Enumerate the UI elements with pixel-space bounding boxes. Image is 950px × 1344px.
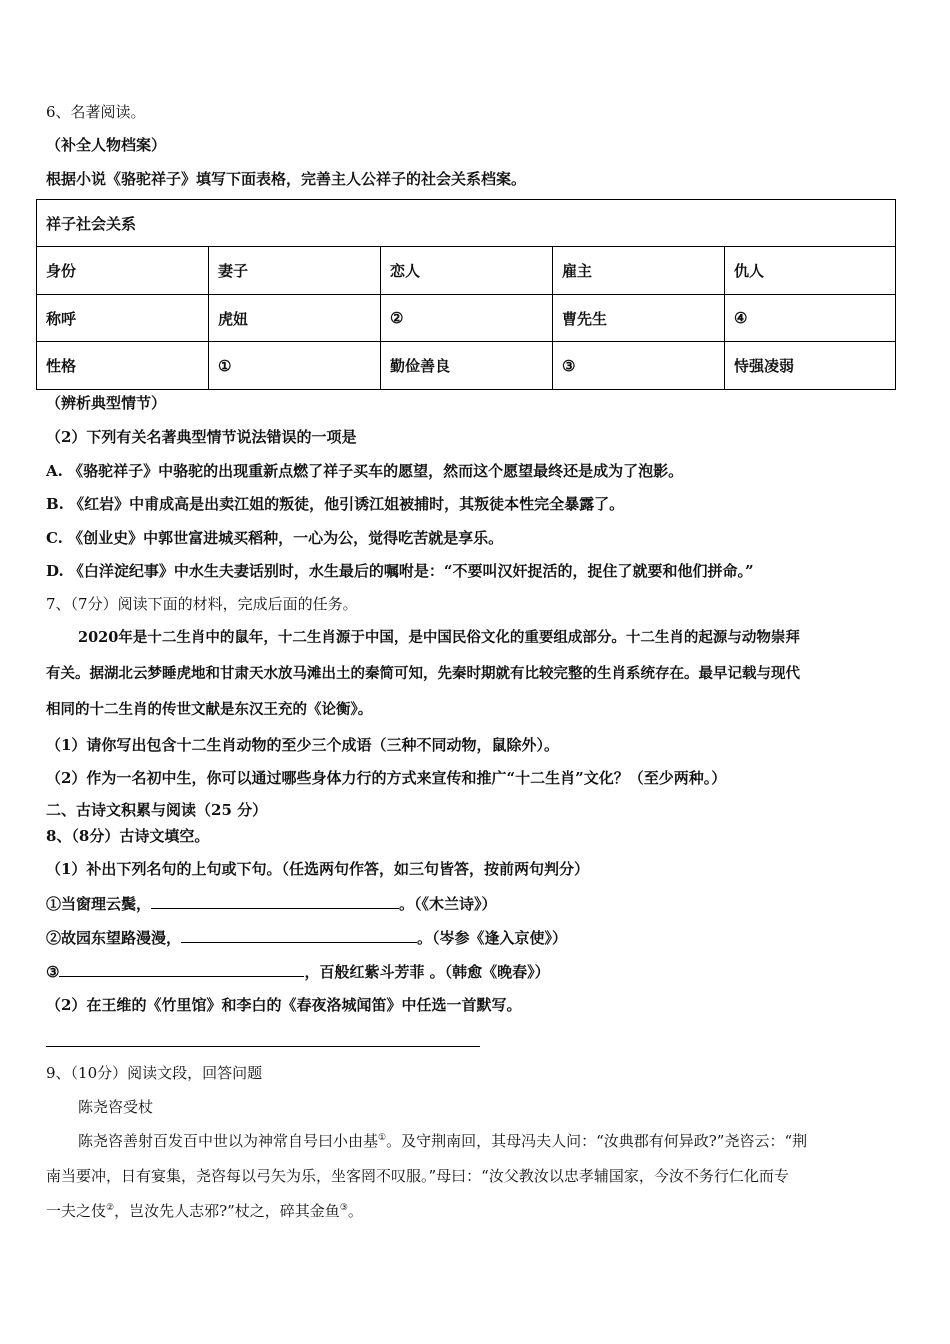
q7-paragraph-line-1: 2020年是十二生肖中的鼠年，十二生肖源于中国，是中国民俗文化的重要组成部分。十二生肖的起源与动物崇拜 bbox=[78, 629, 800, 646]
table-cell: ② bbox=[381, 295, 553, 342]
q7-task-1: （1）请你写出包含十二生肖动物的至少三个成语（三种不同动物，鼠除外）。 bbox=[46, 736, 559, 754]
answer-blank-1[interactable] bbox=[151, 893, 399, 909]
table-cell: 虎妞 bbox=[209, 295, 381, 342]
passage-text: 。及守荆南回，其母冯夫人问：“汝典郡有何异政?”尧咨云：“荆 bbox=[386, 1132, 808, 1150]
passage-text: 陈尧咨善射百发百中世以为神常自号曰小由基 bbox=[78, 1132, 379, 1150]
table-cell: 身份 bbox=[37, 247, 209, 295]
option-d: D. 《白洋淀纪事》中水生夫妻话别时，水生最后的嘱咐是：“不要叫汉奸捉活的，捉住了就要和他们拼命。” bbox=[46, 562, 754, 580]
passage-text: 一夫之伎 bbox=[46, 1202, 107, 1220]
poem-line-3-start: ③ bbox=[46, 963, 60, 981]
poem-line-1 bbox=[46, 893, 497, 914]
passage-line-2: 南当要冲，日有宴集，尧咨每以弓矢为乐，坐客罔不叹服。”母曰：“汝父教汝以忠孝辅国家，今汝不务行仁化而专 bbox=[46, 1167, 789, 1185]
passage-text: 。 bbox=[347, 1202, 363, 1220]
passage-heading: 陈尧咨受杖 bbox=[78, 1098, 154, 1116]
table-cell: 妻子 bbox=[209, 247, 381, 295]
q6-title: 6、名著阅读。 bbox=[46, 103, 146, 121]
table-cell: 性格 bbox=[37, 342, 209, 390]
q6-instruction: 根据小说《骆驼祥子》填写下面表格，完善主人公祥子的社会关系档案。 bbox=[46, 170, 527, 188]
poem-line-1-start: ①当窗理云鬓， bbox=[46, 895, 152, 913]
table-row bbox=[37, 247, 896, 295]
table-cell: 恋人 bbox=[381, 247, 553, 295]
poem-line-3 bbox=[46, 961, 550, 982]
poem-line-2-start: ②故园东望路漫漫， bbox=[46, 929, 182, 947]
table-cell: 雇主 bbox=[553, 247, 725, 295]
passage-line-1 bbox=[78, 1131, 807, 1151]
poem-line-1-end: 。（《木兰诗》） bbox=[399, 895, 497, 913]
q7-task-2: （2）作为一名初中生，你可以通过哪些身体力行的方式来宣传和推广“十二生肖”文化？（至少两种。） bbox=[46, 769, 727, 787]
q8-title: 8、（8分）古诗文填空。 bbox=[46, 827, 210, 845]
q7-title: 7、（7分）阅读下面的材料，完成后面的任务。 bbox=[46, 595, 358, 613]
table-row bbox=[37, 295, 896, 342]
table-cell: 称呼 bbox=[37, 295, 209, 342]
footnote-marker: ① bbox=[378, 1133, 387, 1143]
table-cell: ④ bbox=[725, 295, 896, 342]
q6-subtitle-profile: （补全人物档案） bbox=[46, 136, 167, 154]
answer-blank-3[interactable] bbox=[59, 961, 304, 977]
q7-paragraph-line-3: 相同的十二生肖的传世文献是东汉王充的《论衡》。 bbox=[46, 701, 373, 718]
relation-table bbox=[36, 199, 896, 390]
poem-line-2 bbox=[46, 927, 567, 948]
footnote-marker: ③ bbox=[339, 1203, 348, 1213]
table-cell: ③ bbox=[553, 342, 725, 390]
poem-line-3-end: ，百般红紫斗芳菲 。（韩愈《晚春》） bbox=[304, 963, 550, 981]
footnote-marker: ② bbox=[106, 1203, 115, 1213]
option-b: B. 《红岩》中甫成高是出卖江姐的叛徒，他引诱江姐被捕时，其叛徒本性完全暴露了。 bbox=[46, 495, 625, 513]
poem-line-2-end: 。（岑参《逢入京使》） bbox=[417, 929, 568, 947]
q7-paragraph-line-2: 有关。据湖北云梦睡虎地和甘肃天水放马滩出土的秦简可知，先秦时期就有比较完整的生肖系统存在。最早记载与现代 bbox=[46, 665, 800, 682]
option-a: A. 《骆驼祥子》中骆驼的出现重新点燃了祥子买车的愿望，然而这个愿望最终还是成为了泡影。 bbox=[46, 462, 684, 480]
answer-blank-2[interactable] bbox=[181, 927, 417, 943]
q6-subtitle-plot: （辨析典型情节） bbox=[46, 394, 167, 412]
passage-text: ，岂汝先人志邪?”杖之，碎其金鱼 bbox=[114, 1202, 340, 1220]
q6-question-2: （2）下列有关名著典型情节说法错误的一项是 bbox=[46, 428, 357, 446]
q8-task-1: （1）补出下列名句的上句或下句。（任选两句作答，如三句皆答，按前两句判分） bbox=[46, 860, 589, 878]
table-cell: 勤俭善良 bbox=[381, 342, 553, 390]
table-row bbox=[37, 342, 896, 390]
table-cell: ① bbox=[209, 342, 381, 390]
table-cell: 曹先生 bbox=[553, 295, 725, 342]
answer-line[interactable] bbox=[46, 1046, 480, 1047]
q8-task-2: （2）在王维的《竹里馆》和李白的《春夜洛城闻笛》中任选一首默写。 bbox=[46, 996, 522, 1014]
q9-title: 9、（10分）阅读文段，回答问题 bbox=[46, 1064, 263, 1082]
section-2-heading: 二、古诗文积累与阅读（25 分） bbox=[46, 801, 268, 819]
table-cell: 恃强凌弱 bbox=[725, 342, 896, 390]
option-c: C. 《创业史》中郭世富进城买稻种，一心为公，觉得吃苦就是享乐。 bbox=[46, 529, 504, 547]
passage-line-3 bbox=[46, 1201, 363, 1221]
table-header: 祥子社会关系 bbox=[37, 200, 896, 247]
table-cell: 仇人 bbox=[725, 247, 896, 295]
